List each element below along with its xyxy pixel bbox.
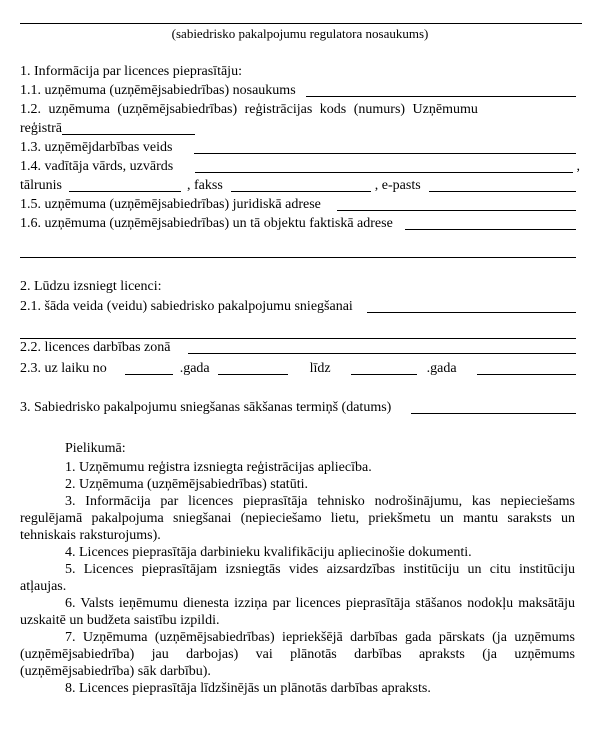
appendix-item-4: 4. Licences pieprasītāja darbinieku kvalifikāciju apliecinošie dokumenti.	[65, 545, 472, 560]
label-1-2a: 1.2. uzņēmuma (uzņēmējsabiedrības) reģistrācijas kods (numurs) Uzņēmumu	[20, 102, 478, 117]
label-gada-1: .gada	[179, 361, 210, 376]
row-2-3	[20, 360, 580, 377]
label-2-2: 2.2. licences darbības zonā	[20, 340, 171, 355]
section-2-title-row	[20, 278, 580, 295]
label-3: 3. Sabiedrisko pakalpojumu sniegšanas sākšanas termiņš (datums)	[20, 400, 392, 415]
row-1-1	[20, 82, 580, 99]
appendix-block	[20, 440, 575, 697]
field-actual-address-continued[interactable]	[20, 257, 576, 258]
label-1-6: 1.6. uzņēmuma (uzņēmējsabiedrības) un tā objektu faktiskā adrese	[20, 216, 393, 231]
label-gada-2: .gada	[426, 361, 457, 376]
row-1-3	[20, 139, 580, 156]
field-fax[interactable]	[231, 178, 371, 192]
row-contacts	[20, 177, 580, 194]
label-lidz: līdz	[309, 361, 331, 376]
row-1-6	[20, 215, 580, 232]
row-1-5	[20, 196, 580, 213]
row-1-2a	[20, 101, 580, 118]
field-company-name[interactable]	[306, 83, 576, 97]
appendix-item-7: 7. Uzņēmuma (uzņēmējsabiedrības) iepriekšējā darbības gada pārskats (ja uzņēmums (uzņēmējsabiedrība) jau darbojas) vai plānotās darbības apraksts (ja uzņēmums (uzņēmējsabiedrība) sāk darbību).	[20, 630, 575, 679]
regulator-name-caption: (sabiedrisko pakalpojumu regulatora nosaukums)	[171, 26, 429, 41]
regulator-name-line[interactable]	[20, 23, 582, 24]
field-legal-address[interactable]	[337, 197, 576, 211]
label-1-5: 1.5. uzņēmuma (uzņēmējsabiedrības) juridiskā adrese	[20, 197, 321, 212]
row-1-2b	[20, 120, 580, 137]
appendix-item-3: 3. Informācija par licences pieprasītāja tehnisko nodrošinājumu, kas nepieciešams regulējamā pakalpojuma sniegšanai (nepieciešamo lietu, priekšmetu un mantu saraksts un tehniskais raksturojums).	[20, 494, 575, 543]
row-1-4	[20, 158, 580, 175]
appendix-item-1: 1. Uzņēmumu reģistra izsniegta reģistrācijas apliecība.	[65, 460, 372, 475]
appendix-item-2: 2. Uzņēmuma (uzņēmējsabiedrības) statūti.	[65, 477, 308, 492]
label-2-3: 2.3. uz laiku no	[20, 361, 107, 376]
label-1-4: 1.4. vadītāja vārds, uzvārds	[20, 159, 174, 174]
row-3	[20, 399, 580, 416]
row-2-1	[20, 298, 580, 315]
section-1-title: 1. Informācija par licences pieprasītāju:	[20, 64, 242, 79]
field-email[interactable]	[429, 178, 576, 192]
appendix-item-6: 6. Valsts ieņēmumu dienesta izziņa par licences pieprasītāja stāšanos nodokļu maksātāju uzskaitē un budžeta saistību izpildi.	[20, 596, 575, 628]
field-licence-zone[interactable]	[188, 340, 576, 354]
label-1-2b: reģistrā	[20, 121, 62, 136]
field-to-date[interactable]	[477, 361, 576, 375]
field-actual-address[interactable]	[405, 216, 576, 230]
field-business-type[interactable]	[194, 140, 576, 154]
comma-1-4: ,	[576, 159, 580, 174]
label-email: , e-pasts	[374, 178, 421, 193]
appendix-item-5: 5. Licences pieprasītājam izsniegtās vides aizsardzības institūciju un citu institūciju atļaujas.	[20, 562, 575, 594]
field-manager-name[interactable]	[195, 159, 572, 173]
row-2-2	[20, 339, 580, 356]
label-1-3: 1.3. uzņēmējdarbības veids	[20, 140, 173, 155]
label-fax: , fakss	[187, 178, 223, 193]
section-2-title: 2. Lūdzu izsniegt licenci:	[20, 279, 162, 294]
section-1-title-row	[20, 63, 580, 80]
field-start-date[interactable]	[411, 400, 576, 414]
appendix-item-8: 8. Licences pieprasītāja līdzšinējās un plānotās darbības apraksts.	[65, 681, 431, 696]
label-phone: tālrunis	[20, 178, 62, 193]
field-from-year[interactable]	[125, 361, 173, 375]
appendix-title: Pielikumā:	[65, 441, 126, 456]
label-1-1: 1.1. uzņēmuma (uzņēmējsabiedrības) nosaukums	[20, 83, 296, 98]
label-2-1: 2.1. šāda veida (veidu) sabiedrisko pakalpojumu sniegšanai	[20, 299, 353, 314]
field-service-type[interactable]	[367, 299, 576, 313]
field-registration-code[interactable]	[62, 121, 195, 135]
field-from-date[interactable]	[218, 361, 288, 375]
field-phone[interactable]	[69, 178, 181, 192]
field-to-year[interactable]	[351, 361, 417, 375]
